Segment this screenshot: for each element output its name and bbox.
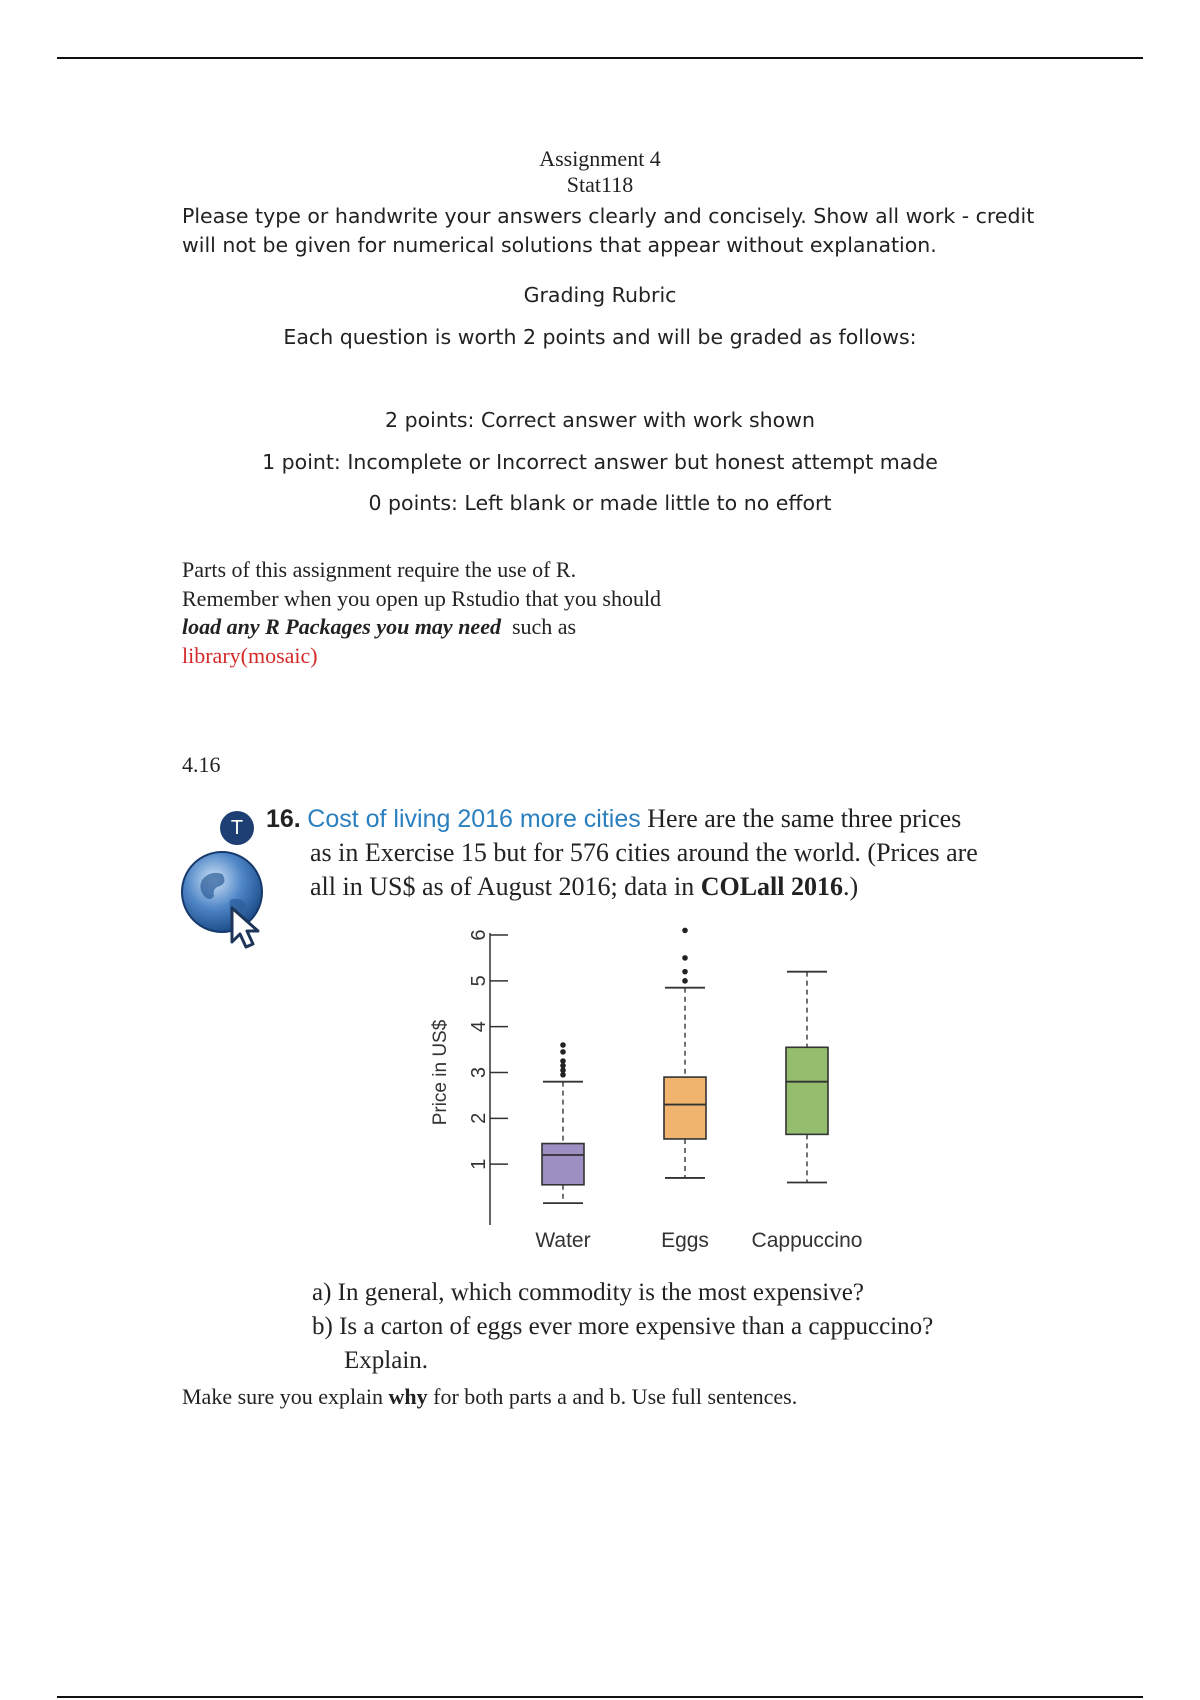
r-note <box>182 556 661 670</box>
r-note-line: Remember when you open up Rstudio that you should <box>182 585 662 611</box>
intro-paragraph: Please type or handwrite your answers clearly and concisely. Show all work - credit will not be given for numerical solutions that appear without explanation. <box>182 204 1035 257</box>
box-cappuccino <box>786 1047 828 1134</box>
outlier-point <box>682 978 688 984</box>
y-tick-label: 4 <box>468 1021 490 1033</box>
rubric-item: 0 points: Left blank or made little to no effort <box>368 491 832 515</box>
bottom-rule <box>57 1696 1143 1698</box>
final-pre: Make sure you explain <box>182 1384 383 1409</box>
final-instruction <box>182 1384 797 1410</box>
exercise-heading: Cost of living 2016 more cities <box>307 805 641 833</box>
y-tick-label: 1 <box>468 1158 490 1170</box>
outlier-point <box>682 928 688 934</box>
box-eggs <box>664 1077 706 1139</box>
outlier-point <box>560 1042 566 1048</box>
dataset-name: COLall 2016 <box>700 872 843 901</box>
question-a: a) In general, which commodity is the most expensive? <box>312 1279 864 1306</box>
outlier-point <box>560 1049 566 1055</box>
category-label: Cappuccino <box>751 1229 863 1252</box>
r-note-line: Parts of this assignment require the use of R. <box>182 557 577 582</box>
outlier-point <box>682 969 688 975</box>
exercise-text-2: as in Exercise 15 but for 576 cities around the world. (Prices are <box>310 838 978 867</box>
rubric-heading: Grading Rubric <box>523 283 677 307</box>
category-label: Eggs <box>661 1229 709 1252</box>
course-code: Stat118 <box>566 172 634 197</box>
exercise-text <box>266 802 1046 904</box>
box-water <box>542 1144 584 1185</box>
t-badge: T <box>220 811 254 845</box>
outlier-point <box>560 1058 566 1064</box>
assignment-title: Assignment 4 <box>539 146 661 171</box>
outlier-point <box>682 955 688 961</box>
rubric-description: Each question is worth 2 points and will be graded as follows: <box>283 325 917 349</box>
rubric-item: 2 points: Correct answer with work shown <box>385 408 815 432</box>
boxplot-chart <box>420 915 880 1255</box>
final-post: for both parts a and b. Use full sentences. <box>433 1384 798 1409</box>
globe-cursor-icon <box>180 850 280 950</box>
r-note-such-as: such as <box>511 614 577 639</box>
y-tick-label: 2 <box>468 1112 490 1124</box>
r-note-line <box>182 613 661 642</box>
exercise-text-4: .) <box>843 872 859 901</box>
top-rule <box>57 57 1143 59</box>
rubric-item: 1 point: Incomplete or Incorrect answer but honest attempt made <box>262 450 938 474</box>
category-label: Water <box>535 1229 591 1252</box>
question-b-continued: Explain. <box>344 1347 429 1374</box>
questions <box>312 1276 933 1378</box>
section-number: 4.16 <box>182 752 221 777</box>
exercise-text-1: Here are the same three prices <box>647 804 962 833</box>
y-tick-label: 6 <box>468 929 490 941</box>
exercise-number: 16. <box>266 805 301 833</box>
question-b: b) Is a carton of eggs ever more expensive than a cappuccino? <box>312 1313 934 1340</box>
final-bold: why <box>388 1384 428 1409</box>
y-tick-label: 3 <box>468 1066 490 1079</box>
r-code-snippet: library(mosaic) <box>182 642 318 668</box>
exercise-text-3: all in US$ as of August 2016; data in <box>310 872 695 901</box>
y-tick-label: 5 <box>468 975 490 987</box>
y-axis-label: Price in US$ <box>430 1019 451 1126</box>
r-note-emphasis: load any R Packages you may need <box>182 614 501 639</box>
